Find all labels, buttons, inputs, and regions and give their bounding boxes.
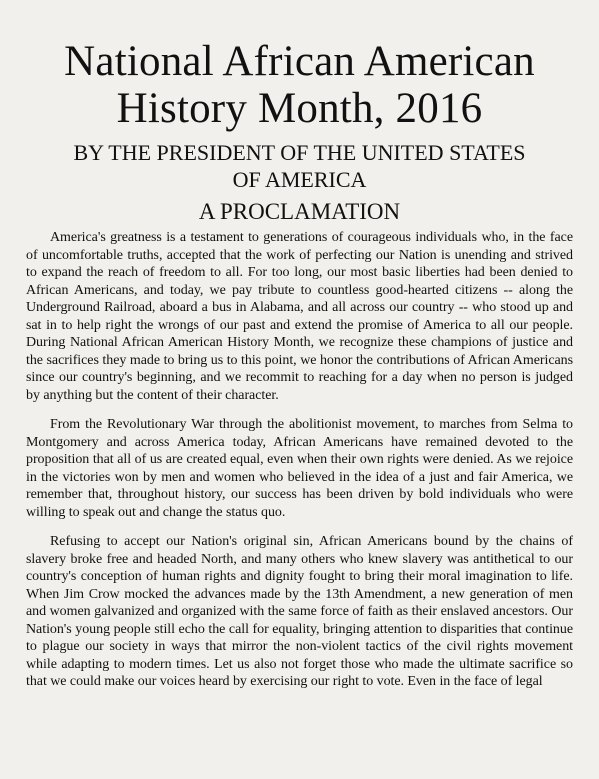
- paragraph-2: From the Revolutionary War through the abolitionist movement, to marches from Selma to Montgomery and across America today, African Americans have remained devoted to the proposition that all of us are created equal, even when their own rights were denied. As we rejoice in the victories won by men and women who believed in the idea of a just and fair America, we remember that, throughout history, our success has been driven by bold individuals who were willing to speak out and change the status quo.: [26, 417, 573, 520]
- paragraph-3: Refusing to accept our Nation's original sin, African Americans bound by the chains of slavery broke free and headed North, and many others who knew slavery was antithetical to our country's conception of human rights and dignity fought to bring their moral imagination to life. When Jim Crow mocked the advances made by the 13th Amendment, a new generation of men and women galvanized and organized with the same force of faith as their enslaved ancestors. Our Nation's young people still echo the call for equality, bringing attention to disparities that continue to plague our society in ways that mirror the non-violent tactics of the civil rights movement while adapting to modern times. Let us also not forget those who made the ultimate sacrifice so that we could make our voices heard by exercising our right to vote. Even in the face of legal: [26, 534, 573, 689]
- proclamation-heading: A PROCLAMATION: [198, 199, 401, 224]
- subtitle-line-2: OF AMERICA: [232, 167, 367, 192]
- paragraph-1: America's greatness is a testament to generations of courageous individuals who, in the face of uncomfortable truths, accepted that the work of perfecting our Nation is unending and strived to expand the reach of freedom to all. For too long, our most basic liberties had been denied to African Americans, and today, we pay tribute to countless good-hearted citizens -- along the Underground Railroad, aboard a bus in Alabama, and all across our country -- who stood up and sat in to help right the wrongs of our past and extend the promise of America to all our people. During National African American History Month, we recognize these champions of justice and the sacrifices they made to bring us to this point, we honor the contributions of African Americans since our country's beginning, and we recommit to reaching for a day when no person is judged by anything but the content of their character.: [26, 230, 573, 403]
- document-title: [26, 0, 573, 132]
- proclamation-body: [26, 229, 573, 691]
- title-line-2: History Month, 2016: [116, 85, 483, 132]
- title-line-1: National African American: [64, 38, 535, 85]
- subtitle-line-1: BY THE PRESIDENT OF THE UNITED STATES: [73, 140, 526, 165]
- document-subtitle: [26, 139, 573, 193]
